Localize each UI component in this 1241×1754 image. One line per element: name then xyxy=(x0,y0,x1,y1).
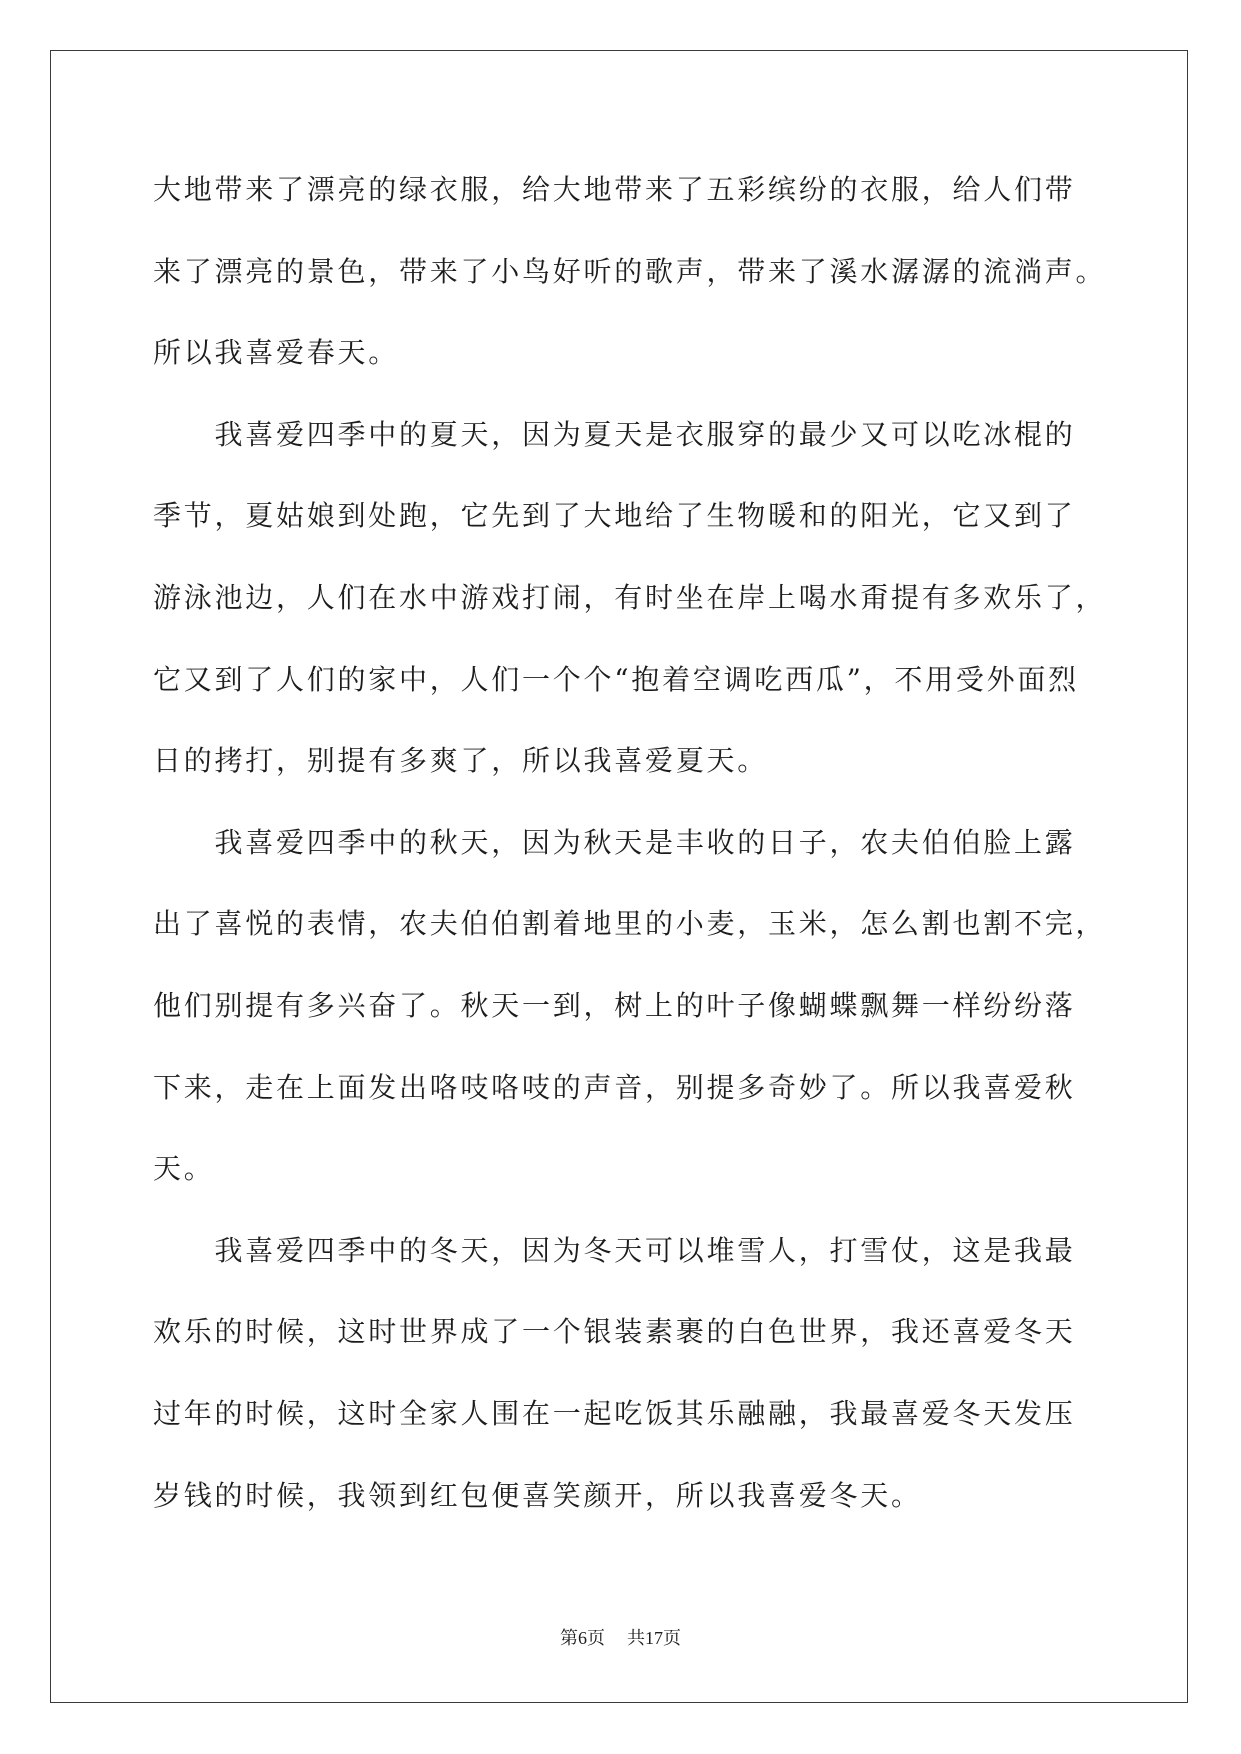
text-line: 来了漂亮的景色，带来了小鸟好听的歌声，带来了溪水潺潺的流淌声。 xyxy=(153,254,1107,288)
text-line: 它又到了人们的家中，人们一个个“抱着空调吃西瓜”，不用受外面烈 xyxy=(153,662,1079,696)
text-line: 下来，走在上面发出咯吱咯吱的声音，别提多奇妙了。所以我喜爱秋 xyxy=(153,1070,1076,1104)
text-line: 我喜爱四季中的冬天，因为冬天可以堆雪人，打雪仗，这是我最 xyxy=(214,1233,1076,1267)
paragraph-winter xyxy=(153,1210,1143,1536)
text-line: 天。 xyxy=(153,1152,215,1186)
text-line: 我喜爱四季中的秋天，因为秋天是丰收的日子，农夫伯伯脸上露 xyxy=(214,825,1076,859)
text-line: 岁钱的时候，我领到红包便喜笑颜开，所以我喜爱冬天。 xyxy=(153,1478,922,1512)
text-line: 游泳池边，人们在水中游戏打闹，有时坐在岸上喝水甭提有多欢乐了， xyxy=(153,580,1107,614)
text-line: 日的拷打，别提有多爽了，所以我喜爱夏天。 xyxy=(153,744,769,778)
page-number: 第6页 xyxy=(560,1628,605,1648)
page-total: 共17页 xyxy=(627,1628,681,1648)
paragraph-spring xyxy=(153,149,1143,394)
text-line: 他们别提有多兴奋了。秋天一到，树上的叶子像蝴蝶飘舞一样纷纷落 xyxy=(153,988,1076,1022)
text-line: 我喜爱四季中的夏天，因为夏天是衣服穿的最少又可以吃冰棍的 xyxy=(214,417,1076,451)
page-footer xyxy=(0,1626,1241,1650)
document-body xyxy=(153,149,1143,1536)
paragraph-autumn xyxy=(153,802,1143,1210)
text-line: 欢乐的时候，这时世界成了一个银装素裹的白色世界，我还喜爱冬天 xyxy=(153,1315,1076,1349)
text-line: 所以我喜爱春天。 xyxy=(153,336,400,370)
text-line: 大地带来了漂亮的绿衣服，给大地带来了五彩缤纷的衣服，给人们带 xyxy=(153,173,1076,206)
text-line: 出了喜悦的表情，农夫伯伯割着地里的小麦，玉米，怎么割也割不完， xyxy=(153,907,1107,941)
paragraph-summer xyxy=(153,394,1143,802)
text-line: 过年的时候，这时全家人围在一起吃饭其乐融融，我最喜爱冬天发压 xyxy=(153,1396,1076,1430)
text-line: 季节，夏姑娘到处跑，它先到了大地给了生物暖和的阳光，它又到了 xyxy=(153,499,1076,533)
